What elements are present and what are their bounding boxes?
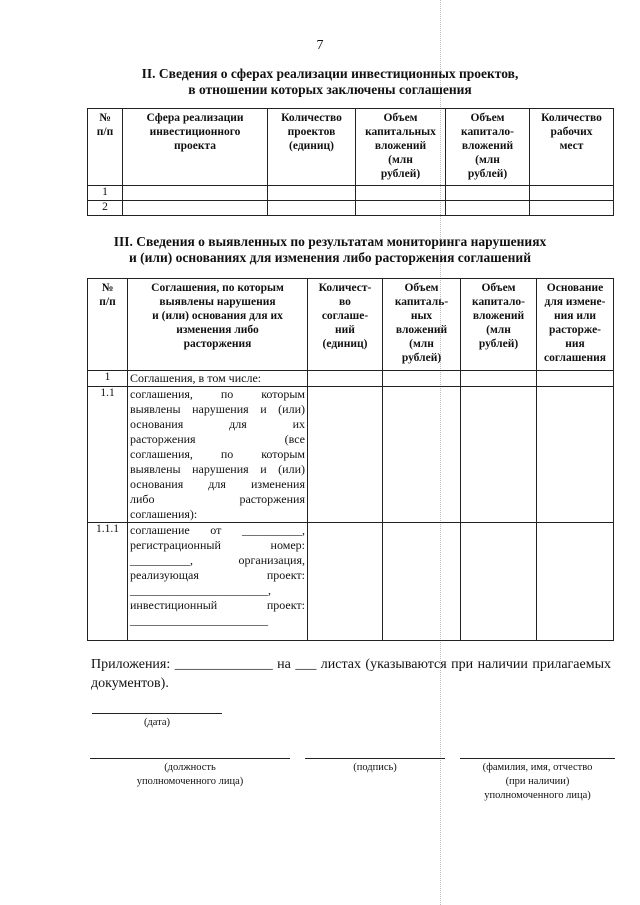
appendix-note xyxy=(91,655,611,693)
name-caption: (фамилия, имя, отчество (при наличии) уполномоченного лица) xyxy=(482,762,593,801)
s3-row-num: 1.1.1 xyxy=(88,523,128,641)
s3-header-num: № п/п xyxy=(88,279,128,371)
s2-cell[interactable] xyxy=(530,201,614,216)
section-2-header-row xyxy=(88,109,614,186)
s2-header-projects-count: Количество проектов (единиц) xyxy=(268,109,356,186)
s3-row-num: 1 xyxy=(88,371,128,387)
s3-header-capital-investment-2: Объем капитало- вложений (млн рублей) xyxy=(461,279,537,371)
s3-row-text: соглашения, по которым выявлены нарушения и (или) основания для их расторжения (все соглашения, по которым выявлены нарушения и (или) основания для изменения либо расторжения соглашения): xyxy=(128,387,308,523)
s3-header-grounds: Основание для измене- ния или расторже- ния соглашения xyxy=(537,279,614,371)
s3-cell[interactable] xyxy=(308,387,383,523)
table-row xyxy=(88,371,614,387)
section-2-title-line2: в отношении которых заключены соглашения xyxy=(188,82,472,97)
s2-cell[interactable] xyxy=(268,186,356,201)
s3-cell[interactable] xyxy=(537,387,614,523)
s2-cell[interactable] xyxy=(446,186,530,201)
appendix-line2: документов). xyxy=(91,676,169,691)
s2-header-capital-investment: Объем капитальных вложений (млн рублей) xyxy=(356,109,446,186)
position-caption: (должность уполномоченного лица) xyxy=(136,762,244,787)
section-3-table xyxy=(87,278,614,641)
signature-caption: (подпись) xyxy=(353,762,397,773)
s3-header-agreements: Соглашения, по которым выявлены нарушения и (или) основания для их изменения либо расторжения xyxy=(128,279,308,371)
s3-row-num: 1.1 xyxy=(88,387,128,523)
s3-header-capital-investment: Объем капиталь- ных вложений (млн рублей) xyxy=(383,279,461,371)
s2-cell[interactable] xyxy=(446,201,530,216)
s3-cell[interactable] xyxy=(308,371,383,387)
s2-header-num: № п/п xyxy=(88,109,123,186)
s3-cell[interactable] xyxy=(383,523,461,641)
section-2-table xyxy=(87,108,614,216)
signature-line[interactable] xyxy=(305,758,445,759)
s3-cell[interactable] xyxy=(461,371,537,387)
s3-cell[interactable] xyxy=(308,523,383,641)
s3-row-text: соглашение от __________, регистрационный номер: __________, организация, реализующая проект: _______________________, инвестиционный проект: _______________________ xyxy=(128,523,308,641)
section-2-title xyxy=(60,66,600,98)
table-row xyxy=(88,523,614,641)
s3-cell[interactable] xyxy=(461,387,537,523)
s3-row-text: Соглашения, в том числе: xyxy=(128,371,308,387)
s3-cell[interactable] xyxy=(383,371,461,387)
s2-cell[interactable] xyxy=(356,201,446,216)
s2-cell[interactable] xyxy=(123,186,268,201)
section-3-title-line1: III. Сведения о выявленных по результатам мониторинга нарушениях xyxy=(113,234,547,249)
s3-cell[interactable] xyxy=(537,523,614,641)
appendix-line1: Приложения: ______________ на ___ листах (указываются при наличии прилагаемых xyxy=(91,657,611,672)
name-line[interactable] xyxy=(460,758,615,759)
page-number: 7 xyxy=(316,38,324,53)
date-line[interactable] xyxy=(92,713,222,714)
table-row xyxy=(88,201,614,216)
table-row xyxy=(88,186,614,201)
s2-row-num: 2 xyxy=(88,201,123,216)
s3-cell[interactable] xyxy=(461,523,537,641)
s2-cell[interactable] xyxy=(123,201,268,216)
s2-row-num: 1 xyxy=(88,186,123,201)
s2-cell[interactable] xyxy=(530,186,614,201)
s2-header-jobs: Количество рабочих мест xyxy=(530,109,614,186)
s3-header-count: Количест- во соглаше- ний (единиц) xyxy=(308,279,383,371)
s3-cell[interactable] xyxy=(537,371,614,387)
table-row xyxy=(88,387,614,523)
position-line[interactable] xyxy=(90,758,290,759)
section-3-title xyxy=(60,234,600,266)
section-3-title-line2: и (или) основаниях для изменения либо расторжения соглашений xyxy=(129,250,531,265)
date-caption: (дата) xyxy=(143,717,171,728)
s2-cell[interactable] xyxy=(356,186,446,201)
section-2-title-line1: II. Сведения о сферах реализации инвестиционных проектов, xyxy=(141,66,519,81)
s2-cell[interactable] xyxy=(268,201,356,216)
section-3-header-row xyxy=(88,279,614,371)
s3-cell[interactable] xyxy=(383,387,461,523)
s2-header-capital-investment-2: Объем капитало- вложений (млн рублей) xyxy=(446,109,530,186)
s2-header-sphere: Сфера реализации инвестиционного проекта xyxy=(123,109,268,186)
